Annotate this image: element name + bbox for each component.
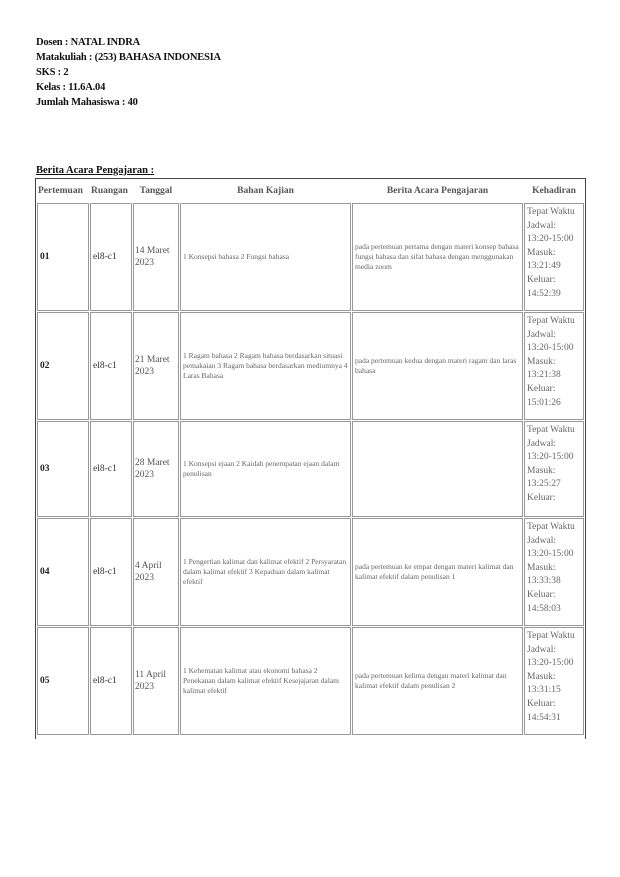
attendance-line: Masuk:: [527, 562, 556, 573]
room: el8-c1: [90, 203, 132, 311]
course-info: [36, 35, 221, 110]
attendance-line: Tepat Waktu: [527, 631, 575, 641]
attendance-line: Tepat Waktu: [527, 425, 575, 435]
session-number: 02: [37, 312, 89, 420]
attendance-line: 13:20-15:00: [527, 234, 574, 245]
report: pada pertemuan pertama dengan materi konsep bahasa fungsi bahasa dan sifat bahasa dengan menggunakan media zoom: [352, 203, 523, 311]
attendance-line: Tepat Waktu: [527, 522, 575, 532]
session-number: 05: [37, 627, 89, 735]
topic: 1 Pengertian kalimat dan kalimat efektif 2 Persyaratan dalam kalimat efektif 3 Kepaduan dalam kalimat efektif: [180, 518, 351, 626]
attendance-line: Masuk:: [527, 247, 556, 258]
attendance-line: Tepat Waktu: [527, 207, 575, 217]
attendance-line: 13:20-15:00: [527, 452, 574, 463]
column-header: Bahan Kajian: [237, 186, 294, 196]
attendance: [524, 627, 584, 735]
session-number: 04: [37, 518, 89, 626]
attendance-line: Jadwal:: [527, 329, 557, 340]
attendance: [524, 518, 584, 626]
report: [352, 421, 523, 517]
room: el8-c1: [90, 312, 132, 420]
table-row: [37, 203, 584, 311]
column-header: Berita Acara Pengajaran: [386, 186, 489, 196]
attendance-line: 13:21:38: [527, 370, 561, 381]
attendance-line: 15:01:26: [527, 397, 561, 408]
topic: 1 Konsepsi bahasa 2 Fungsi bahasa: [180, 203, 351, 311]
room: el8-c1: [90, 421, 132, 517]
column-header: Kehadiran: [532, 186, 576, 196]
report: pada pertemuan kelima dengan materi kalimat dan kalimat efektif dalam penulisan 2: [352, 627, 523, 735]
attendance-line: Jadwal:: [527, 438, 557, 449]
student-count: Jumlah Mahasiswa : 40: [36, 97, 138, 108]
attendance-line: Keluar:: [527, 274, 556, 285]
attendance-line: Jadwal:: [527, 644, 557, 655]
attendance-line: 13:20-15:00: [527, 549, 574, 560]
attendance-line: 13:31:15: [527, 685, 561, 696]
attendance-line: Masuk:: [527, 671, 556, 682]
date: 11 April 2023: [133, 627, 179, 735]
attendance-line: Keluar:: [527, 383, 556, 394]
attendance: [524, 312, 584, 420]
session-number: 01: [37, 203, 89, 311]
class-code: Kelas : 11.6A.04: [36, 82, 106, 93]
section-title: Berita Acara Pengajaran :: [36, 165, 155, 176]
attendance-line: Keluar:: [527, 589, 556, 600]
attendance-line: 14:54:31: [527, 712, 561, 723]
attendance-line: Jadwal:: [527, 220, 557, 231]
attendance-line: Masuk:: [527, 356, 556, 367]
table-header-row: [37, 180, 584, 202]
course-name: Matakuliah : (253) BAHASA INDONESIA: [36, 52, 221, 63]
attendance-line: Masuk:: [527, 465, 556, 476]
attendance-line: Tepat Waktu: [527, 316, 575, 326]
column-header: Pertemuan: [38, 186, 83, 196]
report: pada pertemuan ke empat dengan materi kalimat dan kalimat efektif dalam penulisan 1: [352, 518, 523, 626]
teaching-report-table: [35, 178, 586, 739]
attendance: [524, 421, 584, 517]
topic: 1 Konsepsi ejaan 2 Kaidah penempatan ejaan dalam penulisan: [180, 421, 351, 517]
attendance-line: Jadwal:: [527, 535, 557, 546]
table-row: [37, 518, 584, 626]
date: 14 Maret 2023: [133, 203, 179, 311]
column-header: Ruangan: [91, 186, 128, 196]
table-row: [37, 627, 584, 735]
attendance-line: 14:58:03: [527, 603, 561, 614]
attendance-line: 13:21:49: [527, 261, 561, 272]
attendance-line: 14:52:39: [527, 288, 561, 299]
attendance-line: 13:20-15:00: [527, 343, 574, 354]
column-header: Tanggal: [139, 186, 173, 196]
attendance-line: 13:20-15:00: [527, 658, 574, 669]
date: 4 April 2023: [133, 518, 179, 626]
attendance-line: 13:33:38: [527, 576, 561, 587]
lecturer-name: Dosen : NATAL INDRA: [36, 37, 141, 48]
credit-units: SKS : 2: [36, 67, 69, 78]
room: el8-c1: [90, 627, 132, 735]
room: el8-c1: [90, 518, 132, 626]
attendance-line: 13:25:27: [527, 479, 561, 490]
attendance-line: Keluar:: [527, 698, 556, 709]
report: pada pertemuan kedua dengan materi ragam dan laras bahasa: [352, 312, 523, 420]
topic: 1 Kehematan kalimat atau ekonomi bahasa 2 Penekanan dalam kalimat efektif Kesejajaran dalam kalimat efektif: [180, 627, 351, 735]
table-row: [37, 421, 584, 517]
table-row: [37, 312, 584, 420]
attendance-line: Keluar:: [527, 492, 556, 503]
date: 28 Maret 2023: [133, 421, 179, 517]
attendance: [524, 203, 584, 311]
date: 21 Maret 2023: [133, 312, 179, 420]
session-number: 03: [37, 421, 89, 517]
topic: 1 Ragam bahasa 2 Ragam bahasa berdasarkan situasi pemakaian 3 Ragam bahasa berdasarkan mediumnya 4 Laras Bahasa: [180, 312, 351, 420]
